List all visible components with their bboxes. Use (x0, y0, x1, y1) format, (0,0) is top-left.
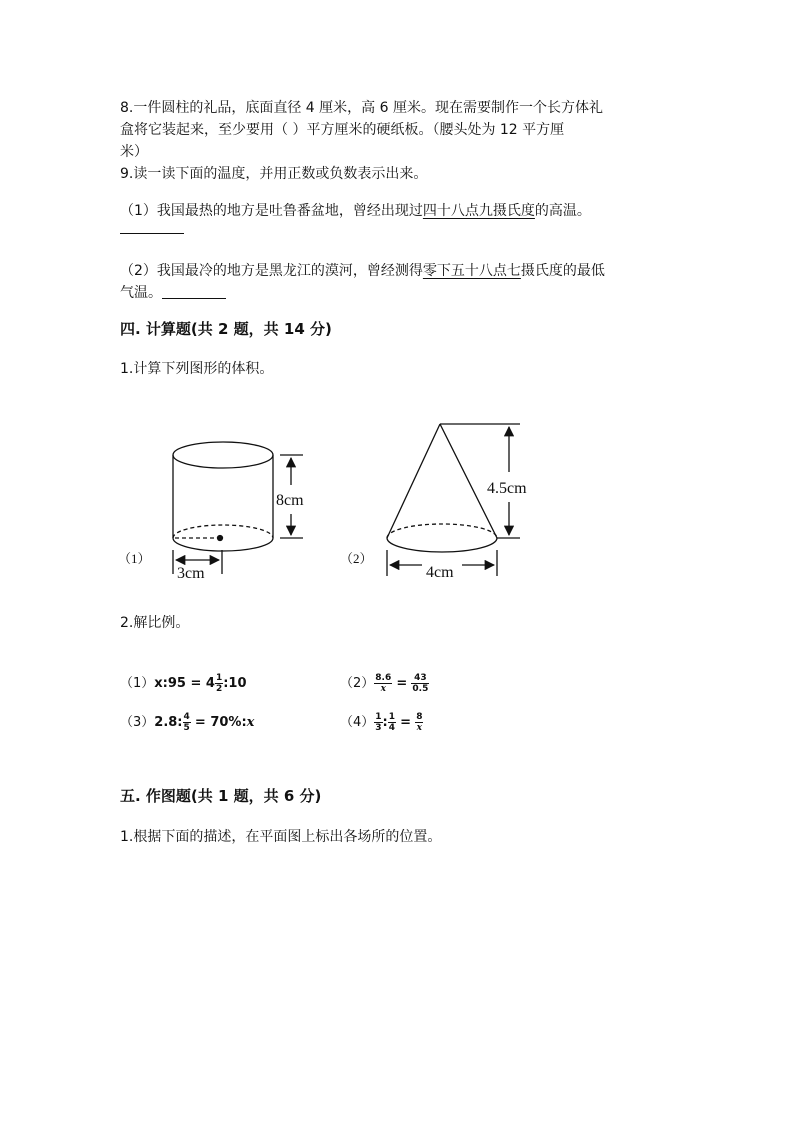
equation-4-f3-num: 8 (416, 712, 423, 722)
q9-item2-line2 (120, 282, 226, 304)
q9-item1-answer-blank[interactable] (120, 233, 184, 234)
equation-4 (340, 712, 423, 733)
equation-3-frac-den: 5 (183, 723, 190, 733)
cone-figure (387, 424, 520, 576)
q9-item2-prefix: （2）我国最冷的地方是黑龙江的漠河，曾经测得 (120, 263, 423, 279)
equation-2-equals: = (396, 676, 408, 691)
equation-1-frac-den: 2 (215, 684, 223, 694)
equation-2-f2-num: 43 (411, 673, 429, 684)
q9-item2-answer-blank[interactable] (162, 284, 226, 299)
equation-1-label: （1） (120, 676, 155, 691)
q9-item2-underlined: 零下五十八点七 (422, 263, 521, 279)
cone-diameter-label: 4cm (426, 564, 454, 581)
q9-item2-suffix: 摄氏度的最低 (520, 263, 605, 279)
section5-heading: 五. 作图题(共 1 题，共 6 分) (120, 787, 322, 805)
section4-q1: 1.计算下列图形的体积。 (120, 361, 274, 377)
q9-item1-underlined: 四十八点九摄氏度 (422, 203, 535, 219)
q9-title: 9.读一读下面的温度，并用正数或负数表示出来。 (120, 166, 428, 182)
q9-item2 (120, 260, 605, 282)
equation-2-f1-num: 8.6 (375, 673, 392, 683)
q9-item1-prefix: （1）我国最热的地方是吐鲁番盆地，曾经出现过 (120, 203, 423, 219)
equation-3-frac-num: 4 (183, 712, 190, 722)
equation-4-f2-den: 4 (388, 723, 396, 733)
equation-2-f1-den: x (380, 684, 386, 694)
equation-4-f1-num: 1 (375, 712, 382, 722)
equation-4-colon: : (382, 715, 388, 730)
equation-4-f1-den: 3 (375, 723, 382, 733)
volume-figures (0, 410, 794, 610)
equation-2-fraction-2 (411, 673, 429, 694)
equation-1-frac-num: 1 (215, 673, 223, 683)
q9-item1-suffix: 的高温。 (534, 203, 591, 219)
equation-4-f2-num: 1 (388, 712, 396, 722)
section4-heading: 四. 计算题(共 2 题，共 14 分) (120, 320, 332, 338)
q8-line1: 8.一件圆柱的礼品，底面直径 4 厘米，高 6 厘米。现在需要制作一个长方体礼 (120, 100, 603, 116)
equation-1 (120, 673, 247, 694)
equation-2-f2-den: 0.5 (412, 684, 429, 694)
q8-line3: 米） (120, 144, 148, 160)
equation-4-fraction-1 (374, 712, 382, 733)
equation-4-equals: = (400, 715, 412, 730)
fig1-label: （1） (118, 551, 151, 566)
equation-4-fraction-2 (388, 712, 396, 733)
equation-2 (340, 673, 429, 694)
section5-q1: 1.根据下面的描述，在平面图上标出各场所的位置。 (120, 829, 442, 845)
equation-3-fraction (183, 712, 191, 733)
equation-2-fraction-1 (374, 673, 392, 694)
equation-4-fraction-3 (415, 712, 423, 733)
equation-3-left: 2.8: (154, 715, 183, 730)
section4-q2: 2.解比例。 (120, 615, 190, 631)
cylinder-radius-label: 3cm (177, 565, 205, 582)
equation-3-label: （3） (120, 715, 155, 730)
equation-4-label: （4） (340, 715, 375, 730)
equation-4-f3-den: x (416, 723, 423, 733)
equation-3-var: x (246, 715, 255, 730)
equation-3 (120, 712, 254, 733)
q9-item2-line2-text: 气温。 (120, 285, 162, 301)
q9-item1 (120, 200, 591, 222)
equation-1-fraction (215, 673, 223, 694)
equation-1-right: :10 (223, 676, 247, 691)
cone-height-label: 4.5cm (487, 480, 527, 497)
equation-1-left: x:95 = 4 (154, 676, 215, 691)
q8-line2: 盒将它装起来，至少要用（ ）平方厘米的硬纸板。（腰头处为 12 平方厘 (120, 122, 565, 138)
cylinder-height-label: 8cm (276, 492, 304, 509)
fig2-label: （2） (340, 551, 373, 566)
equation-2-label: （2） (340, 676, 375, 691)
equation-3-right: = 70%: (194, 715, 247, 730)
